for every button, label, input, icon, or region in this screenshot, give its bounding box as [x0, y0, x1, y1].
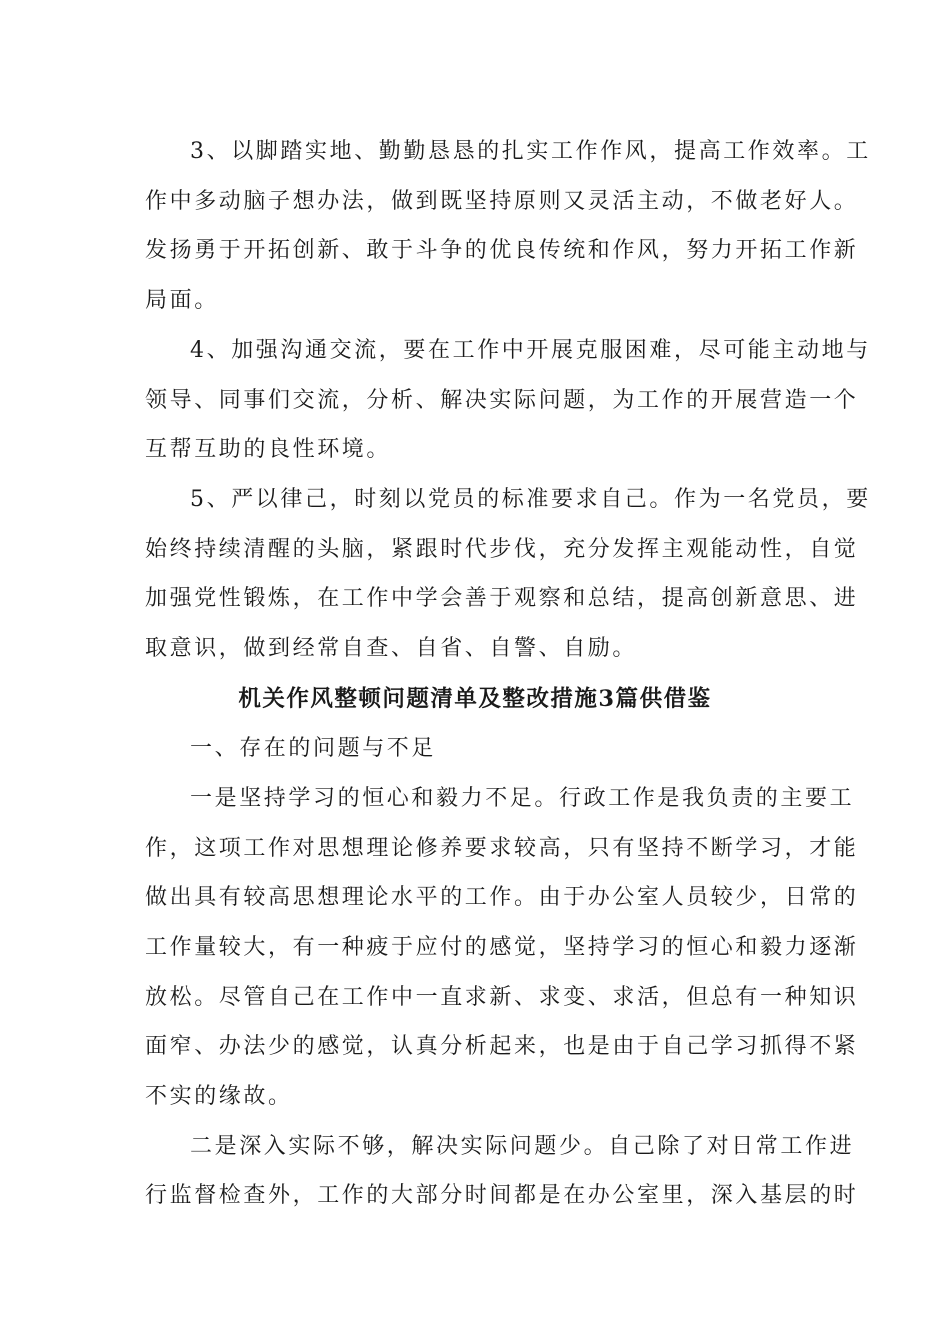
paragraph-line: 取意识，做到经常自查、自省、自警、自励。 [145, 636, 638, 661]
paragraph-line: 领导、同事们交流，分析、解决实际问题，为工作的开展营造一个 [145, 388, 859, 413]
paragraph-line: 局面。 [145, 288, 219, 313]
paragraph-line: 做出具有较高思想理论水平的工作。由于办公室人员较少，日常的 [145, 885, 859, 910]
paragraph-line: 放松。尽管自己在工作中一直求新、求变、求活，但总有一种知识 [145, 985, 859, 1010]
paragraph-line: 行监督检查外，工作的大部分时间都是在办公室里，深入基层的时 [145, 1183, 859, 1208]
paragraph-line: 作，这项工作对思想理论修养要求较高，只有坚持不断学习，才能 [145, 836, 859, 861]
paragraph-line: 发扬勇于开拓创新、敢于斗争的优良传统和作风，努力开拓工作新 [145, 238, 859, 263]
paragraph-line: 面窄、办法少的感觉，认真分析起来，也是由于自己学习抓得不紧 [145, 1034, 859, 1059]
section-title: 机关作风整顿问题清单及整改措施3篇供借鉴 [238, 686, 712, 712]
paragraph-line: 3、以脚踏实地、勤勤恳恳的扎实工作作风，提高工作效率。工 [190, 139, 871, 164]
paragraph-line: 二是深入实际不够，解决实际问题少。自己除了对日常工作进 [190, 1134, 855, 1159]
paragraph-line: 4、加强沟通交流，要在工作中开展克服困难，尽可能主动地与 [190, 338, 871, 363]
paragraph-line: 始终持续清醒的头脑，紧跟时代步伐，充分发挥主观能动性，自觉 [145, 537, 859, 562]
paragraph-line: 不实的缘故。 [145, 1084, 293, 1109]
paragraph-line: 5、严以律己，时刻以党员的标准要求自己。作为一名党员，要 [190, 487, 871, 512]
paragraph-line: 工作量较大，有一种疲于应付的感觉，坚持学习的恒心和毅力逐渐 [145, 935, 859, 960]
paragraph-line: 作中多动脑子想办法，做到既坚持原则又灵活主动，不做老好人。 [145, 189, 859, 214]
paragraph-line: 一是坚持学习的恒心和毅力不足。行政工作是我负责的主要工 [190, 786, 855, 811]
paragraph-line: 加强党性锻炼，在工作中学会善于观察和总结，提高创新意思、进 [145, 586, 859, 611]
paragraph-line: 互帮互助的良性环境。 [145, 437, 392, 462]
subheading: 一、存在的问题与不足 [190, 736, 437, 761]
